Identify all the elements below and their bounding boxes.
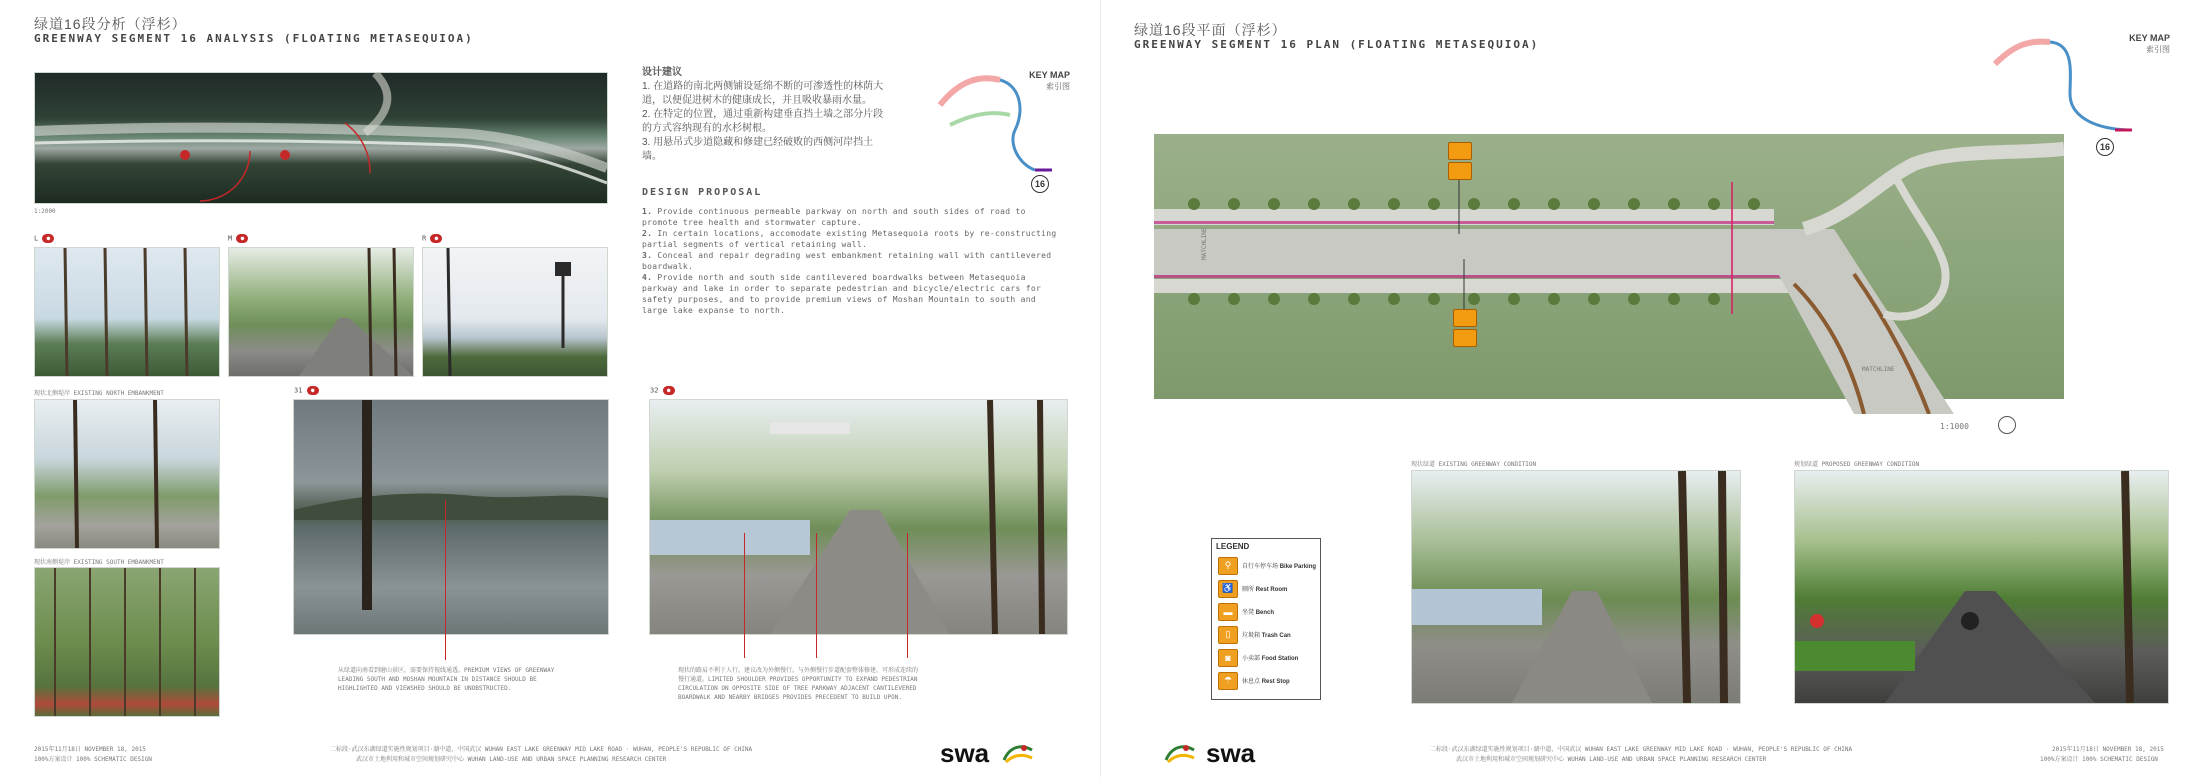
design-en-item: 1. Provide continuous permeable parkway on north and south sides of road to promote tree health and stormwater capture. [642, 207, 1026, 227]
photo-m [228, 247, 414, 377]
design-en-item: 4. Provide north and south side cantilevered boardwalks between Metasequoia parkway and lake in order to separate pedestrian and bicycle/electric cars for safety purposes, and to provide premium views of Moshan Mountain to south and large lake expanse to north. [642, 273, 1042, 315]
plan-scale: 1:1000 [1940, 422, 1969, 431]
design-cn-list [642, 80, 890, 164]
left-footer-date: 2015年11月18日 NOVEMBER 18, 2015 [34, 746, 146, 753]
trash-can-icon: ▯ [1218, 626, 1238, 644]
left-swa-logo: swa [940, 738, 990, 768]
photo-32 [649, 399, 1068, 635]
label-l: L ● [34, 234, 54, 243]
design-en-item: 3. Conceal and repair degrading west embankment retaining wall with cantilevered boardwalk. [642, 251, 1052, 271]
legend-item: ▬ 坐凳 Bench [1212, 600, 1320, 623]
bench-icon: ▬ [1218, 603, 1238, 621]
left-footer-center2: 武汉市土地利用和城市空间规划研究中心 WUHAN LAND-USE AND URBAN SPACE PLANNING RESEARCH CENTER [356, 756, 667, 763]
plan-bench-marker-icon [1453, 309, 1477, 327]
left-footer-phase: 100%方案设计 100% SCHEMATIC DESIGN [34, 756, 152, 763]
bike-parking-icon: ⚲ [1218, 557, 1238, 575]
left-brand-mark-icon [1002, 740, 1034, 766]
design-cn-item: 3. 用悬吊式步道隐藏和修建已经破败的西侧河岸挡土墙。 [642, 137, 874, 162]
plan-trash-can-marker-icon [1453, 329, 1477, 347]
right-title-cn: 绿道16段平面（浮杉） [1134, 22, 1287, 38]
matchline-right: MATCHLINE [1862, 366, 1895, 373]
keymap-segment-number: 16 [1031, 175, 1049, 193]
left-scale: 1:2000 [34, 208, 56, 215]
legend-title: LEGEND [1216, 542, 1250, 551]
rest-stop-icon: ☂ [1218, 672, 1238, 690]
plan-trash-can-marker-icon [1448, 162, 1472, 180]
callout-line-32a [744, 533, 745, 658]
restroom-icon: ♿ [1218, 580, 1238, 598]
legend-item: ⚲ 自行车停车场 Bike Parking [1212, 554, 1320, 577]
callout-line-32b [816, 533, 817, 658]
camera-icon: ● [430, 234, 442, 243]
design-cn-heading: 设计建议 [642, 67, 682, 78]
design-cn-item: 1. 在道路的南北两侧铺设延绵不断的可渗透性的林荫大道，以便促进树木的健康成长，并且吸收暴雨水量。 [642, 81, 884, 106]
caption-31: 从绿道向南看到磨山景区，需要保持视线通透。PREMIUM VIEWS OF GREENWAY LEADING SOUTH AND MOSHAN MOUNTAIN IN DISTANCE SHOULD BE HIGHLIGHTED AND VIEWSHED SHOULD BE UNOBSTRUCTED. [338, 667, 555, 692]
right-keymap-title: KEY MAP [2129, 33, 2170, 43]
keymap-title: KEY MAP [1029, 70, 1070, 80]
right-keymap-segment-number: 16 [2096, 138, 2114, 156]
label-32: 32 ● [650, 386, 675, 395]
existing-condition-label: 现状绿道 EXISTING GREENWAY CONDITION [1411, 461, 1537, 468]
aerial-photo [34, 72, 608, 204]
photo-proposed-condition [1794, 470, 2169, 704]
north-arrow-icon [1998, 416, 2016, 434]
design-en-list [642, 206, 1062, 316]
food-station-icon: ◙ [1218, 649, 1238, 667]
callout-line-31 [445, 500, 446, 660]
left-footer-center1: 二标段·武汉东湖绿道实施性规划项目·湖中道，中国武汉 WUHAN EAST LAKE GREENWAY MID LAKE ROAD · WUHAN, PEOPLE'S REPUBLIC OF CHINA [330, 746, 753, 753]
proposed-condition-label: 规划绿道 PROPOSED GREENWAY CONDITION [1794, 461, 1920, 468]
label-r: R ● [422, 234, 442, 243]
right-footer-date: 2015年11月18日 NOVEMBER 18, 2015 [2052, 746, 2164, 753]
south-embankment-label: 现状南侧堤岸 EXISTING SOUTH EMBANKMENT [34, 559, 164, 566]
site-plan [1154, 124, 2064, 414]
matchline-left: MATCHLINE [1201, 227, 1208, 260]
right-title-en: GREENWAY SEGMENT 16 PLAN (FLOATING METASEQUIOA) [1134, 38, 1540, 51]
design-cn-item: 2. 在特定的位置，通过重新构建垂直挡土墙之部分片段的方式容纳现有的水杉树根。 [642, 109, 884, 134]
legend-item: ▯ 垃圾箱 Trash Can [1212, 623, 1320, 646]
photo-north-embankment [34, 399, 220, 549]
photo-l [34, 247, 220, 377]
label-m: M ● [228, 234, 248, 243]
legend-item: ☂ 休息点 Rest Stop [1212, 669, 1320, 692]
right-footer-center1: 二标段·武汉东湖绿道实施性规划项目·湖中道，中国武汉 WUHAN EAST LAKE GREENWAY MID LAKE ROAD · WUHAN, PEOPLE'S REPUBLIC OF CHINA [1430, 746, 1853, 753]
plan-bench-marker-icon [1448, 142, 1472, 160]
page-divider [1100, 0, 1101, 777]
right-brand-mark-icon [1164, 740, 1198, 766]
photo-r [422, 247, 608, 377]
legend [1211, 538, 1321, 700]
label-31: 31 ● [294, 386, 319, 395]
callout-line-32c [907, 533, 908, 658]
camera-icon: ● [663, 386, 675, 395]
right-footer-center2: 武汉市土地利用和城市空间规划研究中心 WUHAN LAND-USE AND URBAN SPACE PLANNING RESEARCH CENTER [1456, 756, 1767, 763]
keymap-sub: 索引图 [1046, 82, 1070, 91]
photo-south-embankment [34, 567, 220, 717]
right-swa-logo: swa [1206, 738, 1256, 768]
camera-icon: ● [42, 234, 54, 243]
legend-item: ♿ 厕所 Rest Room [1212, 577, 1320, 600]
north-embankment-label: 现状北侧堤岸 EXISTING NORTH EMBANKMENT [34, 390, 164, 397]
design-en-item: 2. In certain locations, accomodate existing Metasequoia roots by re-constructing partial segments of vertical retaining wall. [642, 229, 1057, 249]
legend-item: ◙ 小卖部 Food Station [1212, 646, 1320, 669]
design-en-heading: DESIGN PROPOSAL [642, 187, 763, 198]
photo-31 [293, 399, 609, 635]
right-footer-phase: 100%方案设计 100% SCHEMATIC DESIGN [2040, 756, 2158, 763]
left-title-cn: 绿道16段分析（浮杉） [34, 16, 187, 32]
right-keymap-sub: 索引图 [2146, 45, 2170, 54]
left-title-en: GREENWAY SEGMENT 16 ANALYSIS (FLOATING METASEQUIOA) [34, 32, 474, 45]
caption-32: 现状的路肩不利于人行，建议改为外侧慢行。与外侧慢行步道配套整体修建，可形成连续的慢行通道。LIMITED SHOULDER PROVIDES OPPORTUNITY TO EXPAND PEDESTRIAN CIRCULATION ON OPPOSITE SIDE OF TREE PARKWAY ADJACENT CANTILEVERED BOARDWALK AND NEARBY BRIDGES PROVIDES PRECEDENT TO BUILD UPON. [678, 667, 919, 701]
camera-icon: ● [236, 234, 248, 243]
photo-existing-condition [1411, 470, 1741, 704]
camera-icon: ● [307, 386, 319, 395]
